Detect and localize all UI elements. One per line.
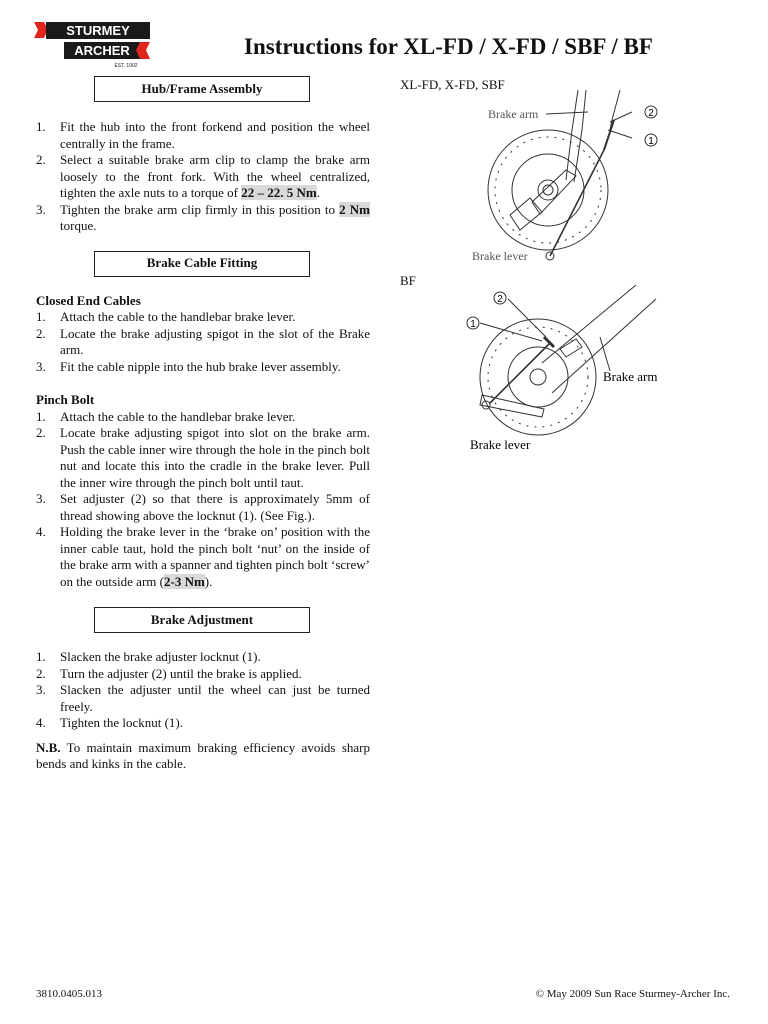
- svg-text:ARCHER: ARCHER: [74, 43, 130, 58]
- callout-1: 1: [648, 136, 654, 147]
- nb-note: N.B. To maintain maximum braking efficiency avoids sharp bends and kinks in the cable.: [36, 739, 370, 771]
- subheading-pinch-bolt: Pinch Bolt: [36, 392, 95, 407]
- callout-2: 2: [648, 108, 654, 119]
- brake-lever-label: Brake lever: [472, 249, 528, 263]
- page-title: Instructions for XL-FD / X-FD / SBF / BF: [244, 34, 653, 59]
- list-item: 2. Turn the adjuster (2) until the brake is applied.: [36, 665, 302, 681]
- list-item: 1. Fit the hub into the front forkend and position the wheel centrally in the frame.: [36, 119, 370, 151]
- list-item: 3. Slacken the adjuster until the wheel can just be turned freely.: [36, 682, 370, 714]
- section-heading-cable: Brake Cable Fitting: [94, 251, 310, 277]
- callout-2: 2: [497, 294, 503, 305]
- svg-text:EST. 1902: EST. 1902: [114, 63, 138, 69]
- copyright: © May 2009 Sun Race Sturmey-Archer Inc.: [535, 988, 730, 1000]
- figure-2-diagram: [460, 285, 680, 455]
- hub-steps: [36, 119, 370, 235]
- list-item: 1. Slacken the brake adjuster locknut (1).: [36, 649, 261, 664]
- callout-1: 1: [470, 319, 476, 330]
- brake-lever-label: Brake lever: [470, 437, 531, 452]
- brake-arm-label: Brake arm: [603, 369, 658, 384]
- closed-end-steps: [36, 309, 370, 375]
- list-item: 1. Attach the cable to the handlebar brake lever.: [36, 408, 296, 424]
- list-item: 4. Holding the brake lever in the ‘brake on’ position with the inner cable taut, hold the pinch bolt ‘nut’ on the inside of the brake arm with a spanner and tighten pinch bolt ‘screw’ on the outside arm (2-3 Nm).: [36, 524, 370, 589]
- brake-arm-label: Brake arm: [488, 107, 539, 121]
- sturmey-archer-logo: [34, 20, 152, 70]
- pinch-bolt-steps: [36, 409, 370, 591]
- figure-1-diagram: [470, 90, 670, 270]
- list-item: 1. Attach the cable to the handlebar brake lever.: [36, 309, 296, 324]
- instructions-column: [36, 76, 370, 773]
- adjustment-steps: [36, 649, 370, 732]
- list-item: 2. Locate the brake adjusting spigot in the slot of the Brake arm.: [36, 325, 370, 357]
- list-item: 2. Select a suitable brake arm clip to clamp the brake arm loosely to the front fork. With the wheel centralized, tighten the axle nuts to a torque of 22 – 22. 5 Nm.: [36, 152, 370, 200]
- figure-2-label: BF: [400, 273, 416, 288]
- figure-1-label: XL-FD, X-FD, SBF: [400, 77, 505, 92]
- subheading-closed-end: Closed End Cables: [36, 292, 141, 308]
- list-item: 4. Tighten the locknut (1).: [36, 715, 184, 730]
- list-item: 3. Set adjuster (2) so that there is approximately 5mm of thread showing above the locknut (1). (See Fig.).: [36, 491, 370, 523]
- section-heading-adjustment: Brake Adjustment: [94, 607, 310, 633]
- list-item: 2. Locate brake adjusting spigot into slot on the brake arm. Push the cable inner wire through the hole in the pinch bolt nut and locate this into the cradle in the brake lever. Pull the inner wire through the pinch bolt until taut.: [36, 425, 370, 490]
- svg-text:STURMEY: STURMEY: [66, 23, 130, 38]
- list-item: 3. Fit the cable nipple into the hub brake lever assembly.: [36, 358, 341, 374]
- document-number: 3810.0405.013: [36, 988, 102, 1000]
- list-item: 3. Tighten the brake arm clip firmly in this position to 2 Nm torque.: [36, 201, 371, 233]
- section-heading-hub: Hub/Frame Assembly: [94, 76, 310, 102]
